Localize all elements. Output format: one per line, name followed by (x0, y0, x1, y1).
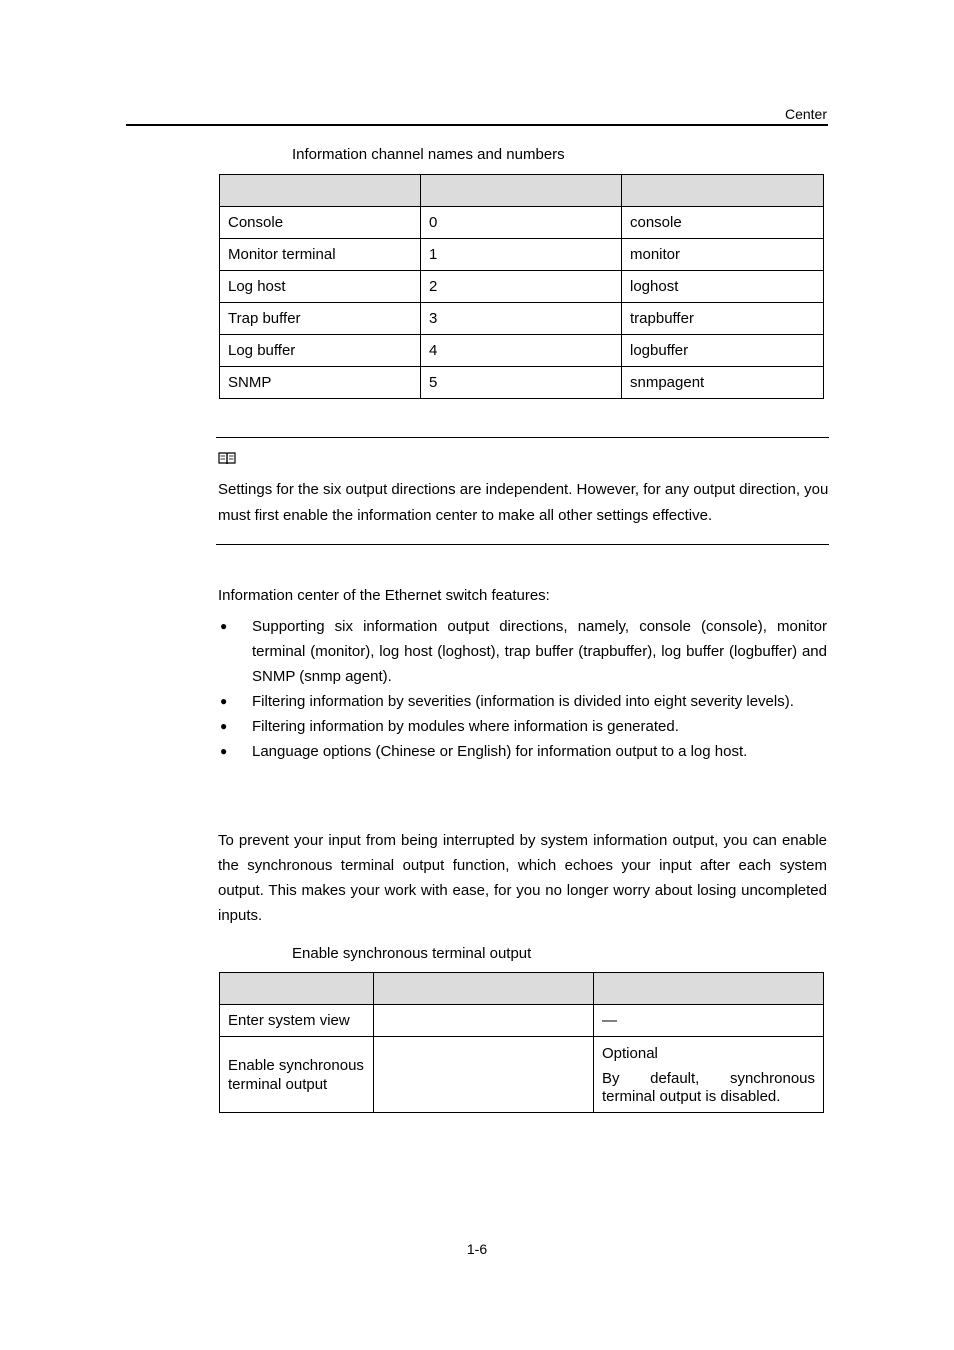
table-cell: Monitor terminal (220, 239, 421, 271)
bullet-icon: ● (220, 744, 228, 758)
sync-output-table (219, 972, 824, 1113)
table-cell: Trap buffer (220, 303, 421, 335)
note-text: Settings for the six output directions are independent. However, for any output direction, you must first enable the information center to make all other settings effective. (218, 481, 829, 524)
list-item: ● Supporting six information output directions, namely, console (console), monitor terminal (monitor), log host (loghost), trap buffer (trapbuffer), log buffer (logbuffer) and SNMP (snmp agent). (218, 614, 827, 689)
table-header-cell (374, 973, 594, 1005)
table-row (220, 1005, 824, 1037)
note-bottom-rule (216, 544, 829, 545)
table-cell (374, 1005, 594, 1037)
header-rule (126, 124, 828, 126)
table-cell: Enter system view (220, 1005, 374, 1037)
table-row (220, 207, 824, 239)
table-header-cell (622, 175, 824, 207)
table-row (220, 239, 824, 271)
table-header-cell (594, 973, 824, 1005)
table-cell: 2 (421, 271, 622, 303)
table-cell: Log host (220, 271, 421, 303)
table2-caption: Enable synchronous terminal output (292, 945, 532, 962)
table-cell: 3 (421, 303, 622, 335)
table-cell: monitor (622, 239, 824, 271)
table-header-cell (421, 175, 622, 207)
table-cell: 0 (421, 207, 622, 239)
page-number: 1-6 (466, 1241, 488, 1257)
remark-default: By default, synchronous terminal output is disabled. (602, 1069, 815, 1105)
table-cell: 1 (421, 239, 622, 271)
table-row (220, 271, 824, 303)
table-cell: trapbuffer (622, 303, 824, 335)
table-row (220, 1037, 824, 1113)
table-cell: Enable synchronous terminal output (220, 1037, 374, 1113)
table-header-row (220, 175, 824, 207)
remark-optional: Optional (602, 1044, 658, 1062)
features-list (218, 614, 827, 764)
table-row (220, 367, 824, 399)
table-cell: Console (220, 207, 421, 239)
table-header-cell (220, 973, 374, 1005)
book-icon (218, 451, 236, 469)
table-cell (594, 1037, 824, 1113)
table-cell: — (594, 1005, 824, 1037)
table-cell: 4 (421, 335, 622, 367)
list-item: ● Filtering information by modules where information is generated. (218, 714, 827, 739)
bullet-icon: ● (220, 719, 228, 733)
table-cell: console (622, 207, 824, 239)
note-top-rule (216, 437, 829, 438)
table-row (220, 335, 824, 367)
table-cell: snmpagent (622, 367, 824, 399)
table-header-row (220, 973, 824, 1005)
sync-paragraph: To prevent your input from being interrupted by system information output, you can enable the synchronous terminal output function, which echoes your input after each system output. This makes your work with ease, for you no longer worry about losing uncompleted inputs. (218, 832, 827, 924)
table-cell: loghost (622, 271, 824, 303)
table-cell: 5 (421, 367, 622, 399)
table-header-cell (220, 175, 421, 207)
channel-table (219, 174, 824, 399)
table-cell: logbuffer (622, 335, 824, 367)
features-intro: Information center of the Ethernet switch features: (218, 587, 550, 604)
table1-caption: Information channel names and numbers (292, 146, 565, 163)
list-item: ● Language options (Chinese or English) for information output to a log host. (218, 739, 827, 764)
table-cell (374, 1037, 594, 1113)
table-row (220, 303, 824, 335)
bullet-icon: ● (220, 694, 228, 708)
table-cell: Log buffer (220, 335, 421, 367)
table-cell: SNMP (220, 367, 421, 399)
list-item: ● Filtering information by severities (information is divided into eight severity levels). (218, 689, 827, 714)
bullet-icon: ● (220, 619, 228, 633)
running-header: Center (784, 106, 827, 122)
